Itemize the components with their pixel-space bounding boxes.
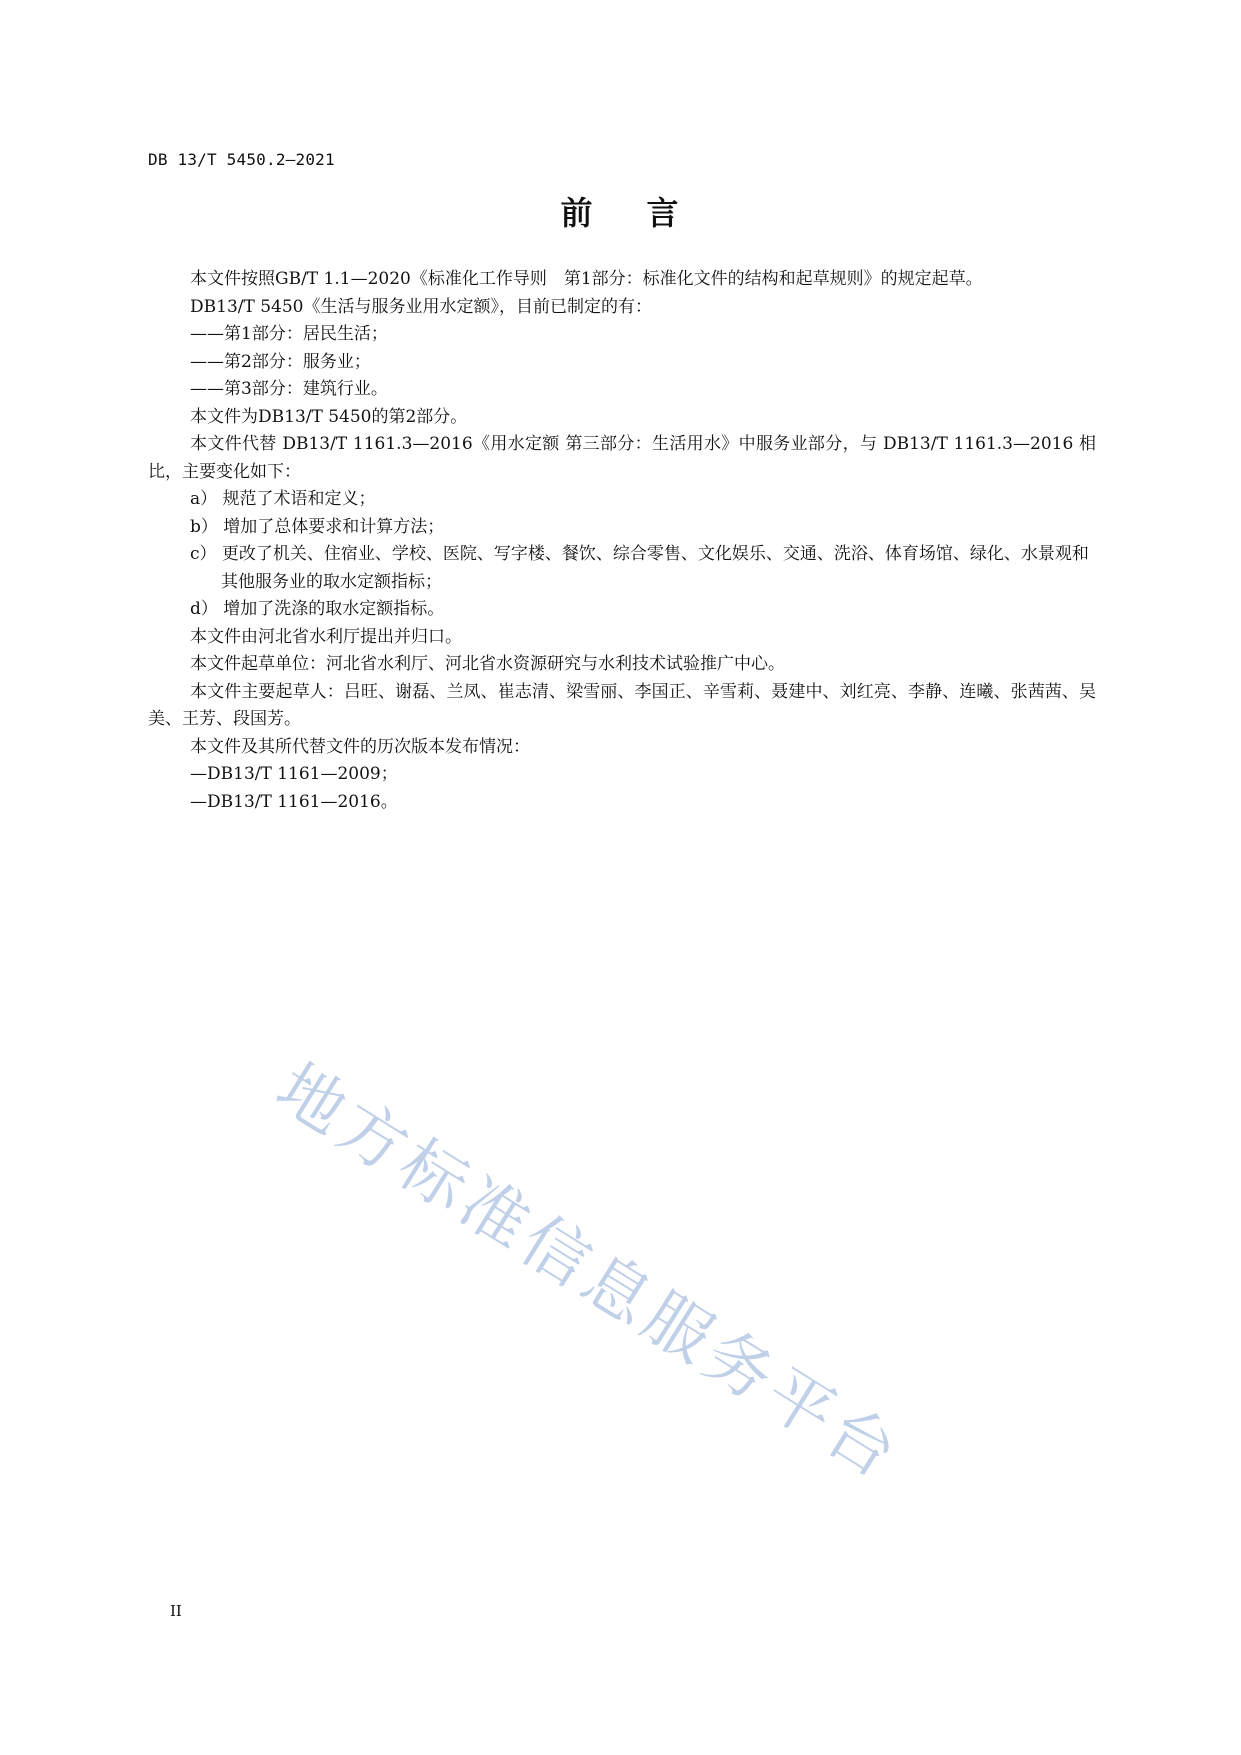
part-list-item: ——第1部分：居民生活； (190, 324, 388, 344)
page-number: II (170, 1602, 182, 1620)
change-list-item: b） 增加了总体要求和计算方法； (190, 516, 445, 537)
drafters-paragraph: 本文件主要起草人：吕旺、谢磊、兰凤、崔志清、梁雪丽、李国正、辛雪莉、聂建中、刘红亮、李静、连曦、张茜茜、吴美、王芳、段国芳。 (148, 681, 1096, 729)
history-list-item: —DB13/T 1161—2009； (190, 764, 398, 784)
change-list-item: d） 增加了洗涤的取水定额指标。 (190, 599, 445, 619)
history-paragraph: 本文件及其所代替文件的历次版本发布情况： (190, 736, 530, 757)
proposer-paragraph: 本文件由河北省水利厅提出并归口。 (190, 626, 462, 647)
document-code: DB 13/T 5450.2—2021 (148, 150, 335, 169)
part-list-item: ——第3部分：建筑行业。 (190, 379, 388, 399)
replacement-paragraph: 本文件代替 DB13/T 1161.3—2016《用水定额 第三部分：生活用水》中服务业部分，与 DB13/T 1161.3—2016 相比，主要变化如下： (148, 434, 1096, 482)
drafting-rules-paragraph: 本文件按照GB/T 1.1—2020《标准化工作导则 第1部分：标准化文件的结构和起草规则》的规定起草。 (190, 269, 983, 289)
drafting-units-paragraph: 本文件起草单位：河北省水利厅、河北省水资源研究与水利技术试验推广中心。 (190, 654, 785, 674)
page-title (0, 188, 1241, 234)
change-list-item: a） 规范了术语和定义； (190, 489, 376, 509)
part-number-paragraph: 本文件为DB13/T 5450的第2部分。 (190, 406, 468, 427)
part-list-item: ——第2部分：服务业； (190, 351, 371, 372)
series-paragraph: DB13/T 5450《生活与服务业用水定额》，目前已制定的有： (190, 296, 652, 317)
title-char-2: 言 (646, 194, 681, 232)
change-list-item: c） 更改了机关、住宿业、学校、医院、写字楼、餐饮、综合零售、文化娱乐、交通、洗浴、体育场馆、绿化、水景观和其他服务业的取水定额指标； (190, 544, 1089, 592)
title-char-1: 前 (560, 194, 595, 232)
history-list-item: —DB13/T 1161—2016。 (190, 791, 398, 812)
platform-watermark: 地方标准信息服务平台 (263, 1048, 915, 1496)
preface-body (148, 266, 1096, 816)
